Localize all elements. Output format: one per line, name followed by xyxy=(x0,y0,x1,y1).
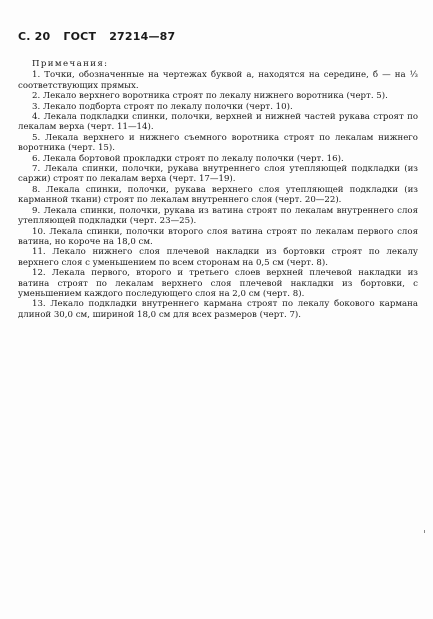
page-number: С. 20 xyxy=(18,30,51,43)
notes-section xyxy=(18,59,418,320)
note-item: 9. Лекала спинки, полочки, рукава из ватина строят по лекалам внутреннего слоя утепляющей подкладки (черт. 23—25). xyxy=(18,205,418,227)
note-item: 5. Лекала верхнего и нижнего съемного воротника строят по лекалам нижнего воротника (черт. 15). xyxy=(18,132,418,154)
scan-speck xyxy=(424,530,425,533)
standard-number: 27214—87 xyxy=(109,30,176,43)
note-item: 1. Точки, обозначенные на чертежах буквой а, находятся на середине, б — на ⅓ соответствующих прямых. xyxy=(18,70,418,91)
standard-label: ГОСТ xyxy=(63,30,97,43)
note-item: 12. Лекала первого, второго и третьего слоев верхней плечевой накладки из ватина строят по лекалам верхнего слоя плечевой накладки из бортовки, с уменьшением каждого последующего слоя на 2,0 см (черт. 8). xyxy=(18,268,418,299)
note-item: 13. Лекало подкладки внутреннего кармана строят по лекалу бокового кармана длиной 30,0 см, шириной 18,0 см для всех размеров (черт. 7). xyxy=(18,299,418,320)
note-item: 2. Лекало верхнего воротника строят по лекалу нижнего воротника (черт. 5). xyxy=(32,91,388,102)
page-header xyxy=(18,30,184,43)
notes-title: Примечания: xyxy=(32,59,109,69)
note-item: 11. Лекало нижнего слоя плечевой накладки из бортовки строят по лекалу верхнего слоя с уменьшением по всем сторонам на 0,5 см (черт. 8). xyxy=(18,247,418,268)
note-item: 4. Лекала подкладки спинки, полочки, верхней и нижней частей рукава строят по лекалам верха (черт. 11—14). xyxy=(18,112,418,133)
note-item: 6. Лекала бортовой прокладки строят по лекалу полочки (черт. 16). xyxy=(32,153,344,164)
note-item: 7. Лекала спинки, полочки, рукава внутреннего слоя утепляющей подкладки (из саржи) строят по лекалам верха (черт. 17—19). xyxy=(18,164,418,185)
note-item: 3. Лекало подборта строят по лекалу полочки (черт. 10). xyxy=(32,101,293,112)
note-item: 8. Лекала спинки, полочки, рукава верхнего слоя утепляющей подкладки (из карманной ткани) строят по лекалам внутреннего слоя (черт. 20—22). xyxy=(18,184,418,206)
note-item: 10. Лекала спинки, полочки второго слоя ватина строят по лекалам первого слоя ватина, но короче на 18,0 см. xyxy=(18,226,418,247)
